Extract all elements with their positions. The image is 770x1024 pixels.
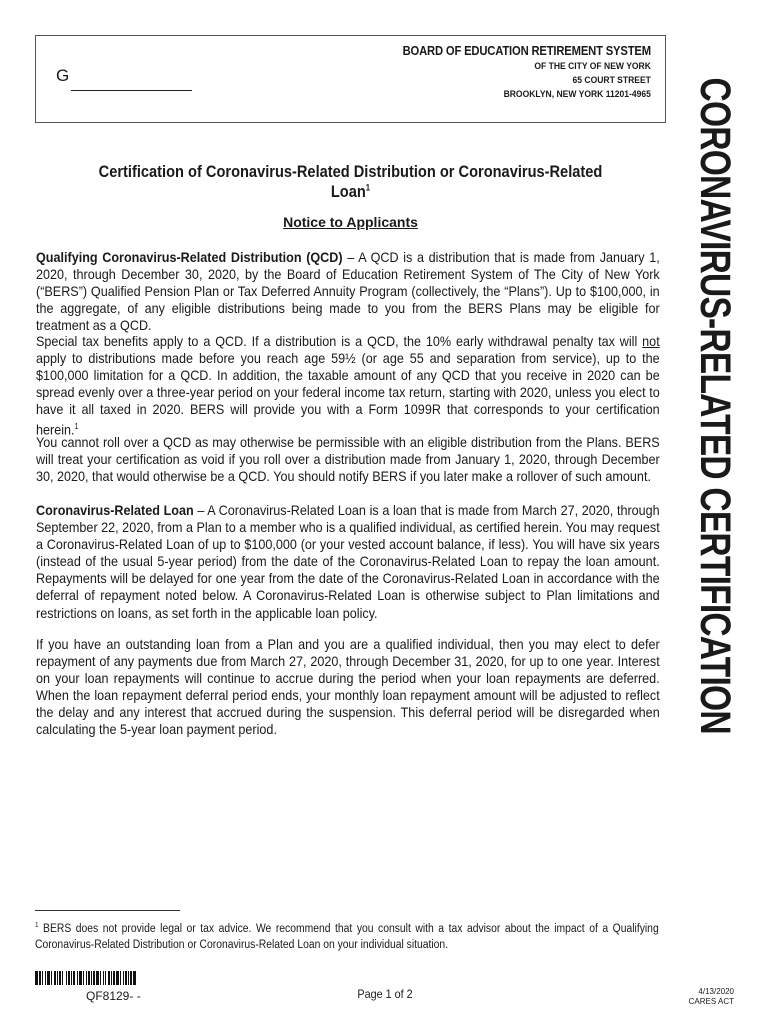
paragraph-loan <box>36 502 660 622</box>
organization-locality: BROOKLYN, NEW YORK 11201-4965 <box>503 89 651 100</box>
barcode-stripe <box>136 971 137 985</box>
form-number: QF8129- - <box>86 989 141 1003</box>
document-title-text: Certification of Coronavirus-Related Distribution or Coronavirus-Related Loan <box>98 162 603 201</box>
footnote-ref: 1 <box>74 422 79 432</box>
paragraph-deferral: If you have an outstanding loan from a Plan and you are a qualified individual, then you may elect to defer repayment of any payments due from March 27, 2020, through December 31, 2020, for up to one year. Interest on your loan repayments will continue to accrue during the period when your loan repayments are deferred. When the loan repayment deferral period ends, your monthly loan repayment amount will be adjusted to reflect the delay and any interest that accrued during the suspension. This deferral period will be disregarded when calculating the 5-year loan payment period. <box>36 636 660 738</box>
revision-act: CARES ACT <box>688 997 734 1006</box>
side-title-text: CORONAVIRUS-RELATED CERTIFICATION <box>691 77 739 735</box>
organization-city: OF THE CITY OF NEW YORK <box>534 61 651 72</box>
footnote-text: BERS does not provide legal or tax advice. We recommend that you consult with a tax advisor about the impact of a Qualifying Coronavirus-Related Distribution or Coronavirus-Related Loan on your individual situation. <box>35 922 659 951</box>
organization-street: 65 COURT STREET <box>572 75 651 86</box>
paragraph-lead: Qualifying Coronavirus-Related Distribution (QCD) <box>36 249 343 265</box>
emphasis-not: not <box>642 333 660 349</box>
revision-date: 4/13/2020 <box>698 987 734 996</box>
barcode <box>35 971 190 985</box>
paragraph-lead: Coronavirus-Related Loan <box>36 502 194 518</box>
paragraph-body: – A Coronavirus-Related Loan is a loan that is made from March 27, 2020, through September 22, 2020, from a Plan to a member who is a qualified individual, as certified herein. You may request a Coronavirus-Related Loan of up to $100,000 (or your vested account balance, if less). You will have six years (instead of the usual 5-year period) from the date of the Coronavirus-Related Loan to repay the loan amount. Repayments will be delayed for one year from the date of the Coronavirus-Related Loan in accordance with the deferral of repayment noted below. A Coronavirus-Related Loan is otherwise subject to Plan limitations and restrictions on loans, as set forth in the applicable loan policy. <box>36 502 660 621</box>
paragraph-text: Special tax benefits apply to a QCD. If a distribution is a QCD, the 10% early withdrawal penalty tax will <box>36 333 643 349</box>
side-title <box>689 35 741 777</box>
paragraph-tax-benefits <box>36 333 660 439</box>
organization-name: BOARD OF EDUCATION RETIREMENT SYSTEM <box>402 44 651 58</box>
organization-address <box>375 44 651 100</box>
header-box <box>35 35 666 123</box>
footnote-ref: 1 <box>365 182 371 193</box>
paragraph-text: apply to distributions made before you reach age 59½ (or age 55 and separation from service), up to the $100,000 limitation for a QCD. In addition, the taxable amount of any QCD that you receive in 2020 can be spread evenly over a three-year period on your federal income tax return, starting with 2020, unless you elect to have it all taxed in 2020. BERS will provide you with a Form 1099R that corresponds to your certification herein. <box>36 350 660 439</box>
footnote-marker: 1 <box>35 922 39 929</box>
document-title <box>79 162 622 202</box>
notice-heading: Notice to Applicants <box>283 214 418 230</box>
field-input-line[interactable] <box>71 90 192 91</box>
paragraph-body: – A QCD is a distribution that is made from January 1, 2020, through December 30, 2020, by the Board of Education Retirement System of The City of New York (“BERS”) Qualified Pension Plan or Tax Deferred Annuity Program (collectively, the “Plans”). Up to $100,000, in the aggregate, of any eligible distributions being made to you from the BERS Plans may be eligible for treatment as a QCD. <box>36 249 660 334</box>
revision-info <box>689 987 734 1007</box>
paragraph-qcd <box>36 249 660 334</box>
footnote <box>35 918 659 953</box>
paragraph-rollover: You cannot roll over a QCD as may otherwise be permissible with an eligible distribution from the Plans. BERS will treat your certification as void if you roll over a distribution made from January 1, 2020, through December 30, 2020, that would otherwise be a QCD. You should notify BERS if you later make a rollover of such amount. <box>36 434 660 485</box>
field-label: G <box>56 66 70 85</box>
page-number: Page 1 of 2 <box>357 987 413 1001</box>
footnote-divider <box>35 910 180 911</box>
